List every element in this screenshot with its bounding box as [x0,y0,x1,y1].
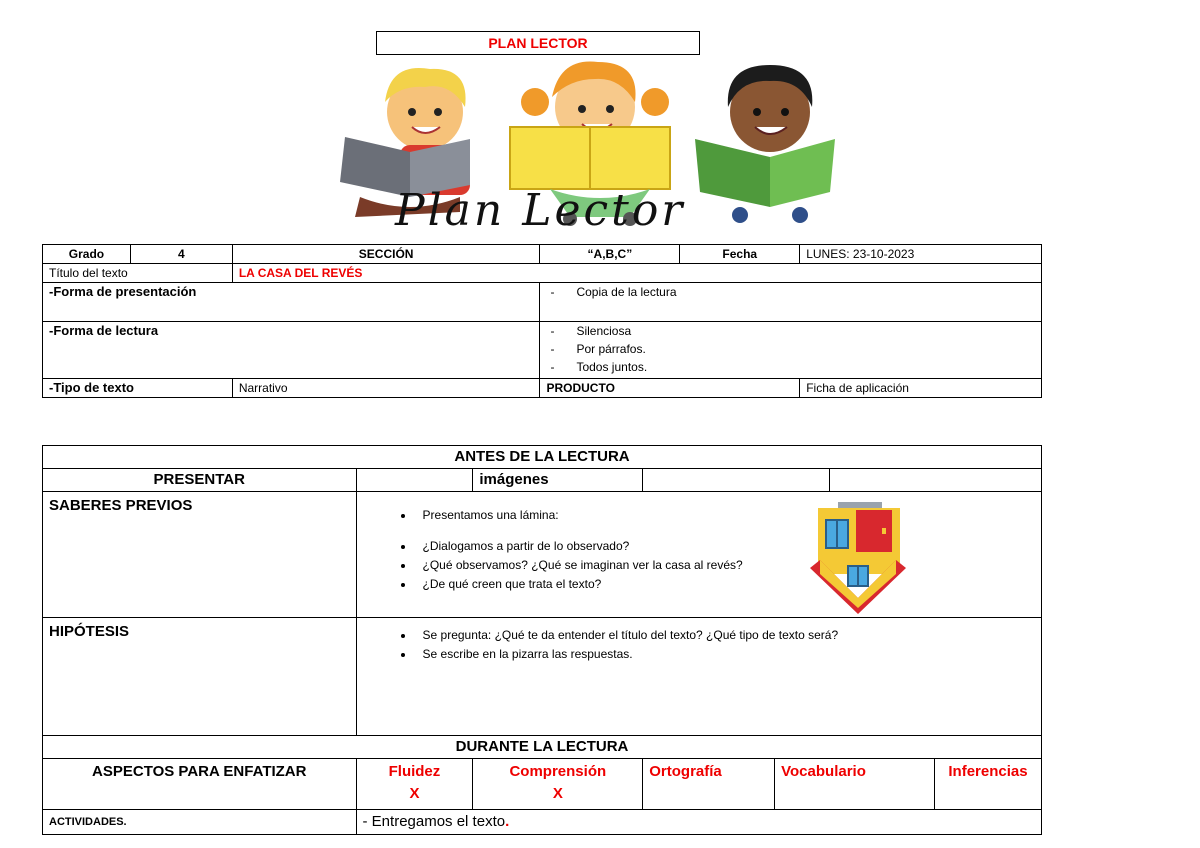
actividades-period: . [505,813,510,830]
saberes-label: SABERES PREVIOS [43,492,357,618]
seccion-label: SECCIÓN [232,245,540,264]
aspect-cell-ortografia [643,759,775,810]
table-row [43,379,1042,398]
aspect-name: Comprensión [509,763,607,780]
list-item: • ¿Dialogamos a partir de lo observado? [415,537,1035,556]
titulo-label-text: Título del texto [49,266,128,280]
table-row [43,736,1042,759]
table-row [43,264,1042,283]
lectura-list [546,322,1035,376]
aspect-name: Inferencias [948,763,1028,780]
tipo-value: Narrativo [232,379,540,398]
table-row [43,245,1042,264]
hipotesis-cell [356,618,1041,736]
presentacion-list [546,283,1035,301]
aspect-name: Vocabulario [781,763,866,780]
table-row [43,759,1042,810]
producto-value: Ficha de aplicación [800,379,1042,398]
list-item: - Por párrafos. [576,340,1035,358]
grado-label: Grado [43,245,131,264]
banner-caption: Plan Lector [395,185,686,236]
aspect-mark: X [552,785,563,802]
list-spacer [415,525,1035,537]
table-row [43,446,1042,469]
list-item: • Se pregunta: ¿Qué te da entender el título del texto? ¿Qué tipo de texto será? [415,626,1035,645]
presentar-label: PRESENTAR [43,469,357,492]
presentar-empty-cell [830,469,1042,492]
list-item: - Copia de la lectura [576,283,1035,301]
tipo-label: -Tipo de texto [43,379,233,398]
actividades-value: - Entregamos el texto [362,813,506,830]
actividades-cell [356,810,1041,835]
aspect-cell-vocabulario [775,759,935,810]
lectura-cell [540,322,1042,379]
saberes-cell [356,492,1041,618]
aspect-cell-comprension [473,759,643,810]
table-row [43,322,1042,379]
aspect-mark: X [409,785,420,802]
presentacion-label: -Forma de presentación [43,283,540,322]
list-item: • ¿Qué observamos? ¿Qué se imaginan ver la casa al revés? [415,556,1035,575]
seccion-value: “A,B,C” [540,245,680,264]
presentacion-cell [540,283,1042,322]
page-title: PLAN LECTOR [376,31,700,55]
aspect-name: Ortografía [649,763,722,780]
presentar-value: imágenes [473,469,643,492]
durante-heading: DURANTE LA LECTURA [43,736,1042,759]
presentar-empty-cell [356,469,473,492]
titulo-value: LA CASA DEL REVÉS [232,264,1041,283]
hipotesis-list [363,626,1035,664]
list-item: • ¿De qué creen que trata el texto? [415,575,1035,594]
aspect-cell-inferencias [934,759,1041,810]
actividades-label: ACTIVIDADES. [43,810,357,835]
grado-value: 4 [130,245,232,264]
list-item: - Todos juntos. [576,358,1035,376]
titulo-label [43,264,233,283]
antes-heading: ANTES DE LA LECTURA [43,446,1042,469]
table-row [43,618,1042,736]
fecha-value: LUNES: 23-10-2023 [800,245,1042,264]
aspect-name: Fluidez [388,763,441,780]
info-table [42,244,1042,398]
saberes-list [363,506,1035,594]
lectura-label: -Forma de lectura [43,322,540,379]
list-item: • Presentamos una lámina: [415,506,1035,525]
aspectos-label: ASPECTOS PARA ENFATIZAR [43,759,357,810]
table-row [43,810,1042,835]
list-item: - Silenciosa [576,322,1035,340]
upside-down-house-icon [808,500,908,618]
producto-label: PRODUCTO [540,379,800,398]
list-item: • Se escribe en la pizarra las respuestas. [415,645,1035,664]
aspect-cell-fluidez [356,759,473,810]
child-right-figure [695,65,835,223]
hipotesis-label: HIPÓTESIS [43,618,357,736]
fecha-label: Fecha [680,245,800,264]
presentar-empty-cell [643,469,830,492]
table-row [43,283,1042,322]
table-row [43,469,1042,492]
